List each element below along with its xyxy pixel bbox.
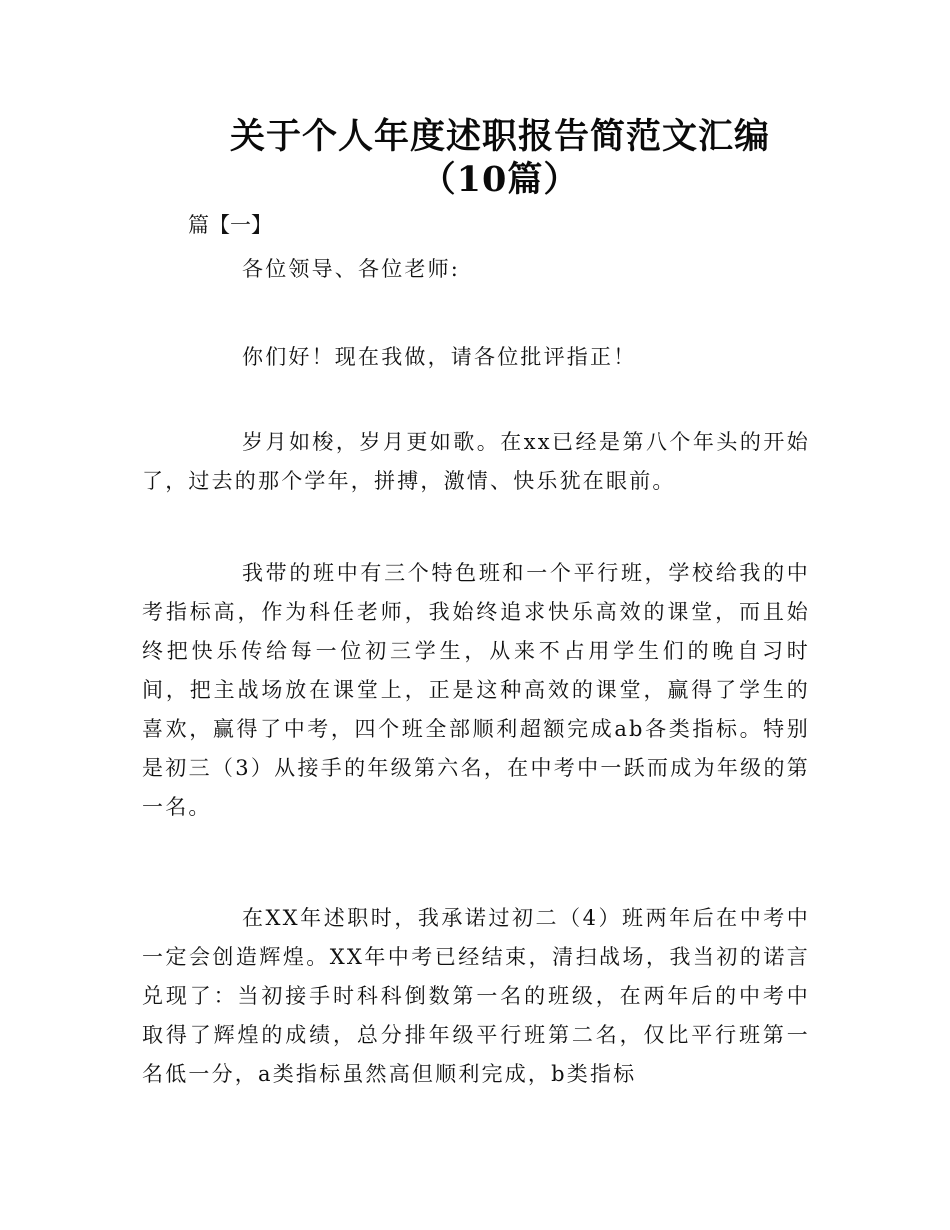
document-title: 关于个人年度述职报告简范文汇编 [229,116,770,157]
section-label: 篇【一】 [188,213,272,237]
paragraph-classes: 我带的班中有三个特色班和一个平行班，学校给我的中考指标高，作为科任老师，我始终追求快乐高效的课堂，而且始终把快乐传给每一位初三学生，从来不占用学生们的晚自习时间，把主战场放在课堂上，正是这种高效的课堂，赢得了学生的喜欢，赢得了中考，四个班全部顺利超额完成ab各类指标。特别是初三（3）从接手的年级第六名，在中考中一跃而成为年级的第一名。 [142,561,810,819]
paragraph-salutation: 各位领导、各位老师: [242,257,461,281]
paragraph-intro: 岁月如梭，岁月更如歌。在xx已经是第八个年头的开始了，过去的那个学年，拼搏，激情、快乐犹在眼前。 [142,430,810,493]
paragraph-promise: 在XX年述职时，我承诺过初二（4）班两年后在中考中一定会创造辉煌。XX年中考已经结束，清扫战场，我当初的诺言兑现了：当初接手时科科倒数第一名的班级，在两年后的中考中取得了辉煌的成绩，总分排年级平行班第二名，仅比平行班第一名低一分，a类指标虽然高但顺利完成，b类指标 [142,906,810,1086]
document-title-count: （10篇） [420,159,580,200]
paragraph-greeting: 你们好！现在我做，请各位批评指正！ [242,345,637,369]
